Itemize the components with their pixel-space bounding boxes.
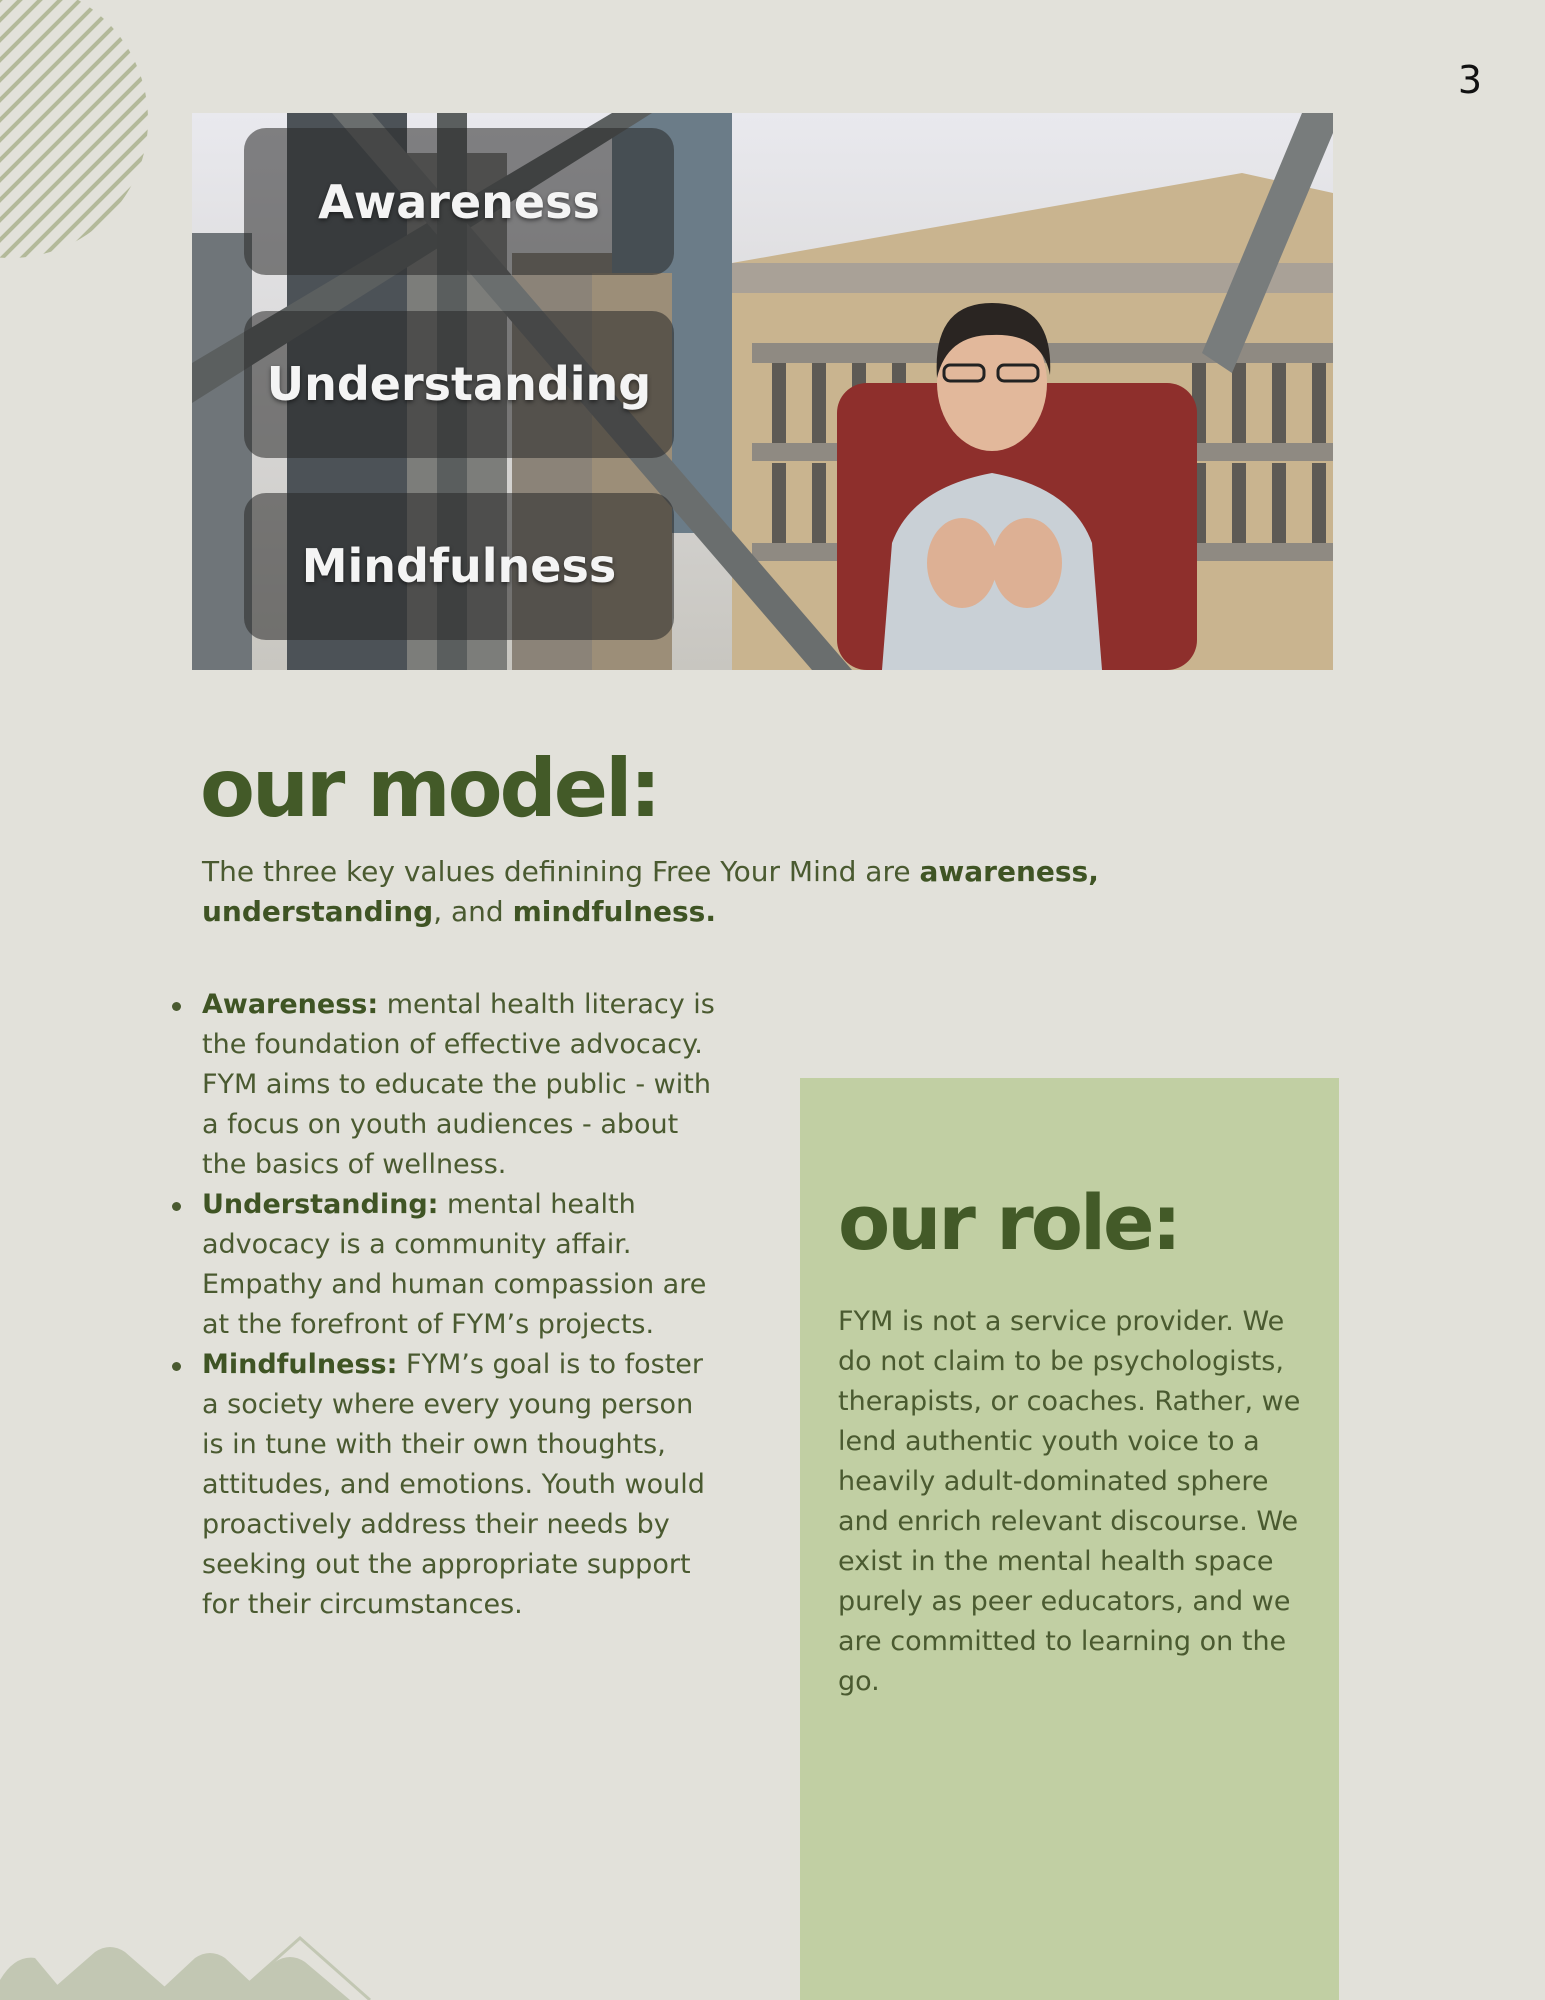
page-number: 3 [1457,58,1483,102]
value-label-mindfulness: Mindfulness [301,539,617,593]
value-label-understanding: Understanding [266,357,652,411]
list-text: mental health literacy is the foundation of effective advocacy. FYM aims to educate the public - with a focus on youth audiences - about the basics of wellness. [202,989,715,1180]
intro-lead-text: The three key values definining Free Your Mind are [202,855,920,888]
list-item-awareness [202,985,722,1185]
mountains-decoration [0,1910,400,2000]
list-term: Understanding: [202,1189,439,1220]
list-item-mindfulness [202,1345,722,1625]
intro-mid-text: , and [433,895,513,928]
list-item-understanding [202,1185,722,1345]
role-heading: our role: [838,1178,1179,1267]
values-list [202,985,722,1625]
hero-video-still [192,113,1333,670]
role-panel [800,1078,1339,2000]
list-term: Mindfulness: [202,1349,398,1380]
intro-bold-mindfulness: mindfulness. [512,895,716,928]
list-term: Awareness: [202,989,379,1020]
value-label-awareness: Awareness [318,175,600,229]
model-heading: our model: [200,742,659,835]
role-text: FYM is not a service provider. We do not claim to be psychologists, therapists, or coaches. Rather, we lend authentic youth voice to a heavily adult-dominated sphere and enrich relevant discourse. We exist in the mental health space purely as peer educators, and we are committed to learning on the go. [838,1306,1301,1697]
intro-bold-values: awareness, understanding [202,855,1099,928]
striped-circle-decoration [0,0,150,300]
list-text: FYM’s goal is to foster a society where every young person is in tune with their own thoughts, attitudes, and emotions. Youth would proactively address their needs by seeking out the appropriate support for their circumstances. [202,1349,705,1620]
list-text: mental health advocacy is a community affair. Empathy and human compassion are at the forefront of FYM’s projects. [202,1189,707,1340]
model-intro [202,852,1342,932]
